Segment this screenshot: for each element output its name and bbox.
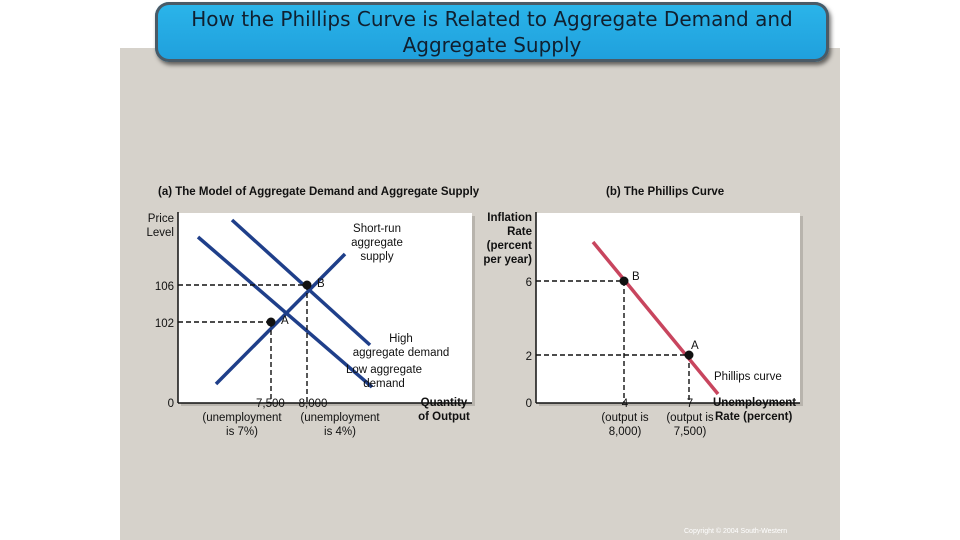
panel-b-y-axis-label: Inflation Rate (percent per year) bbox=[483, 212, 532, 266]
panel-b-label-b: B bbox=[632, 271, 640, 283]
panel-a-tick-106: 106 bbox=[154, 281, 174, 293]
panel-b-tick-2: 2 bbox=[525, 351, 532, 363]
panel-a-x-axis-label: Quantity of Output bbox=[418, 397, 470, 423]
panel-b-label-a: A bbox=[691, 340, 699, 352]
low-demand-label: Low aggregate demand bbox=[345, 364, 423, 390]
title-line-1: How the Phillips Curve is Related to Aggregate Demand and bbox=[191, 7, 793, 31]
panel-b-origin: 0 bbox=[525, 398, 532, 410]
title-line-2: Aggregate Supply bbox=[402, 33, 582, 57]
panel-a-caption: (a) The Model of Aggregate Demand and Aggregate Supply bbox=[158, 186, 480, 198]
panel-a-label-b: B bbox=[317, 278, 325, 290]
panel-b-tick-4: 4 (output is 8,000) bbox=[601, 398, 649, 438]
panel-a-tick-8000: 8,000 (unemployment is 4%) bbox=[298, 398, 380, 438]
panel-a-point-a bbox=[267, 318, 276, 327]
panel-b-point-b bbox=[620, 277, 629, 286]
phillips-curve-label: Phillips curve bbox=[714, 371, 782, 383]
panel-b-x-axis-label-line1: Unemployment bbox=[713, 397, 797, 409]
supply-curve-label: Short-run aggregate supply bbox=[351, 223, 403, 263]
panel-b-caption: (b) The Phillips Curve bbox=[606, 186, 725, 198]
panel-a-tick-102: 102 bbox=[154, 318, 174, 330]
phillips-curve-line bbox=[593, 242, 718, 394]
panel-b-tick-7: 7 (output is 7,500) bbox=[666, 398, 714, 438]
panel-b-tick-6: 6 bbox=[525, 277, 532, 289]
high-demand-label: High aggregate demand bbox=[352, 333, 450, 359]
panel-a-label-a: A bbox=[281, 315, 289, 327]
panel-a-y-axis-label: Price Level bbox=[146, 213, 174, 239]
panel-a-origin: 0 bbox=[167, 398, 174, 410]
copyright-notice: Copyright © 2004 South-Western bbox=[684, 528, 788, 535]
panel-a-tick-7500: 7,500 (unemployment is 7%) bbox=[202, 398, 285, 438]
panel-a-point-b bbox=[303, 281, 312, 290]
panel-b-x-axis-label-line2: Rate (percent) bbox=[715, 411, 793, 423]
